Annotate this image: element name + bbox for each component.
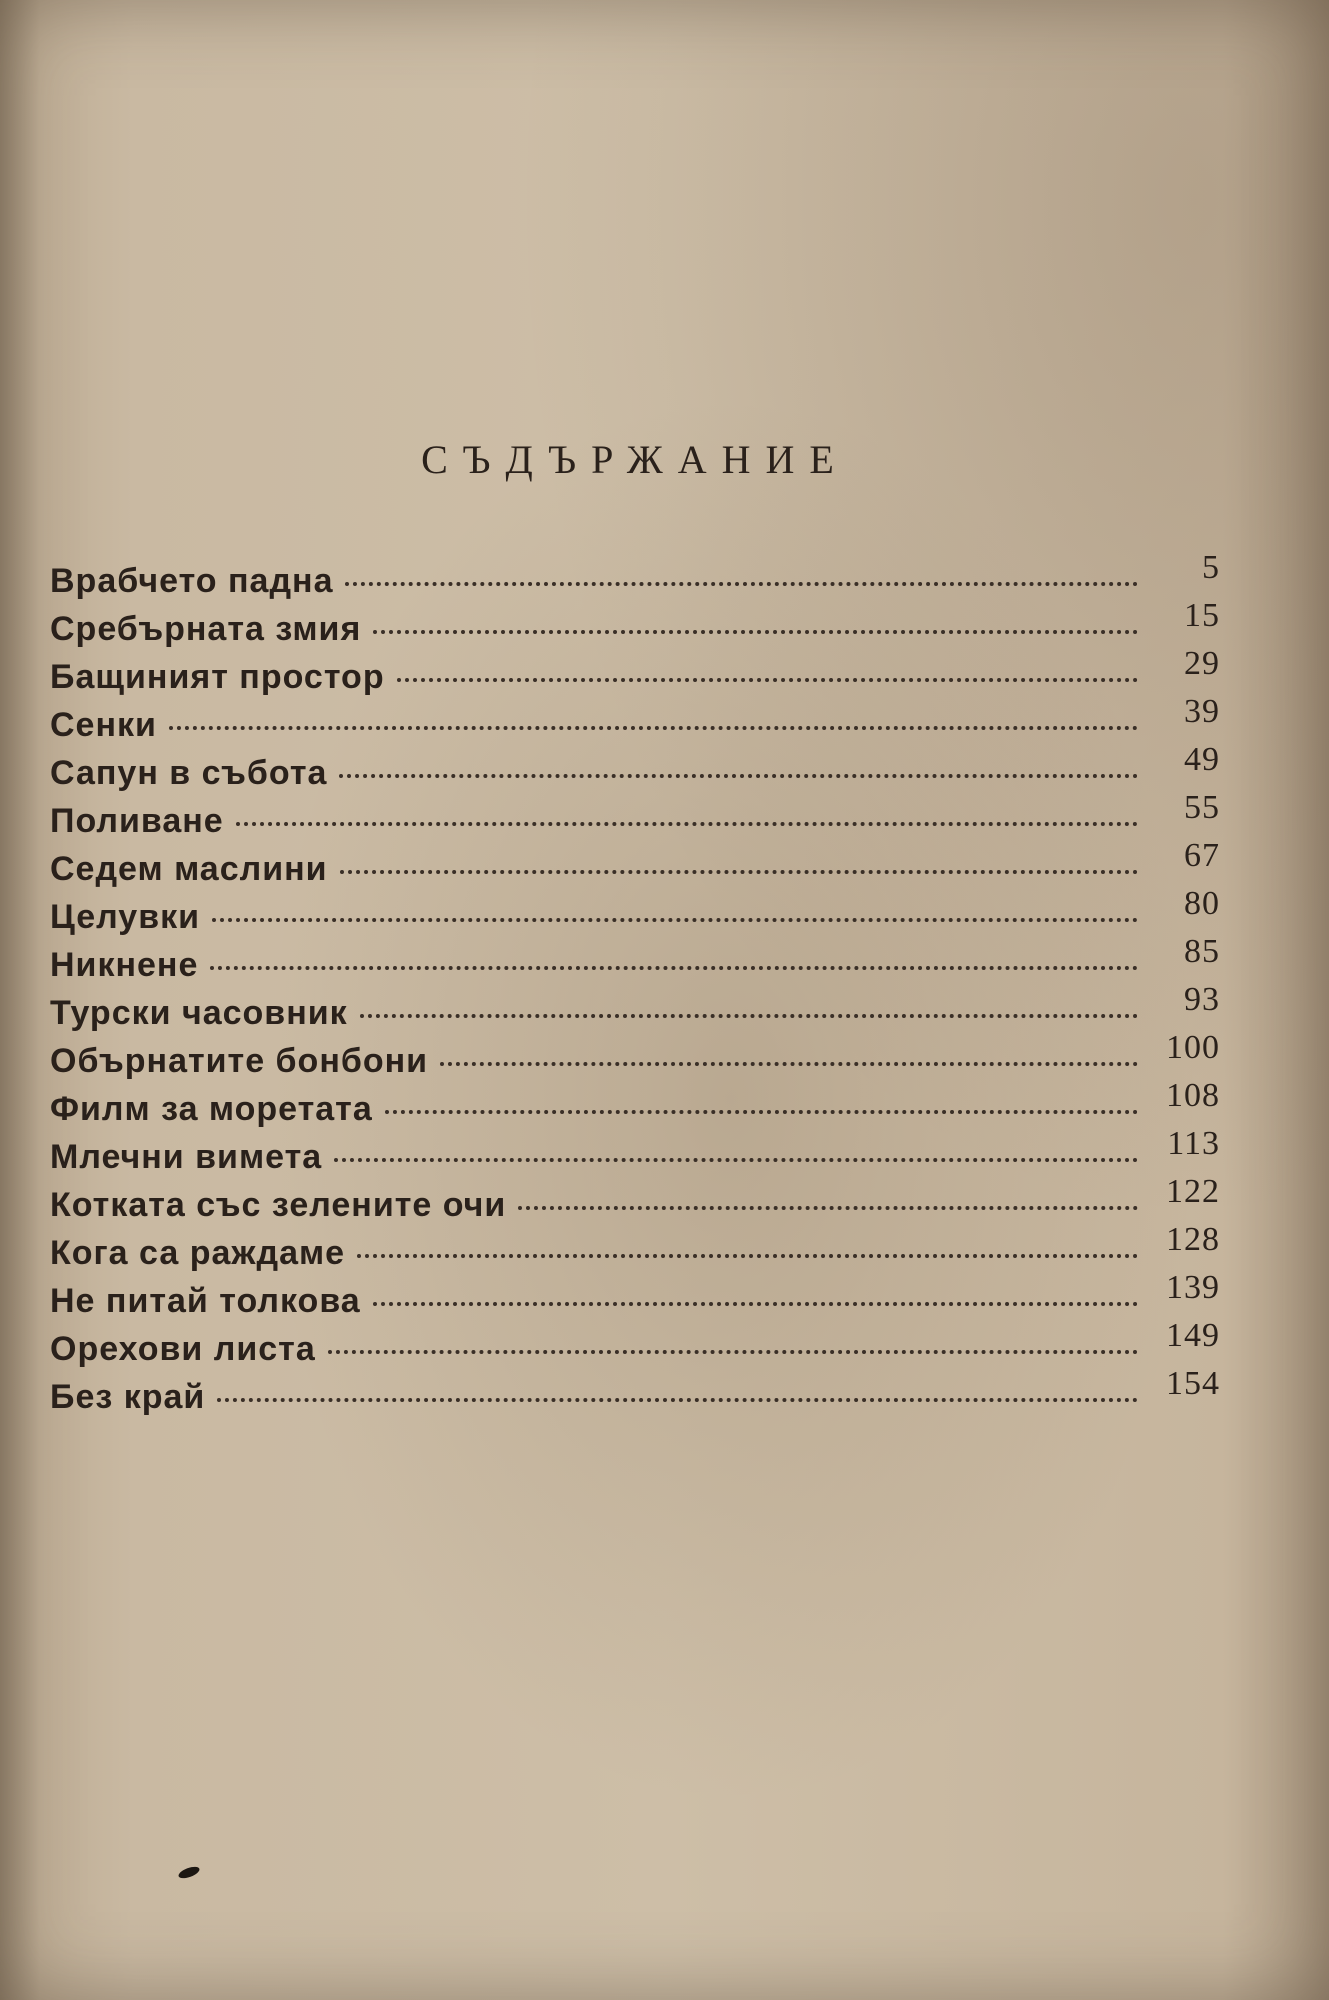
toc-entry-page: 49 xyxy=(1184,741,1220,778)
toc-entry-page: 128 xyxy=(1166,1221,1220,1258)
toc-entry-title: Седем маслини xyxy=(50,850,328,888)
dot-leader xyxy=(373,1302,1138,1306)
toc-entry-page: 149 xyxy=(1166,1317,1220,1354)
toc-entry-title: Целувки xyxy=(50,898,201,936)
table-of-contents xyxy=(50,549,1220,1426)
toc-entry-title: Кога са раждаме xyxy=(50,1234,346,1272)
dot-leader xyxy=(357,1254,1138,1258)
toc-entry-title: Турски часовник xyxy=(50,994,348,1032)
dot-leader xyxy=(360,1014,1138,1018)
dot-leader xyxy=(385,1110,1138,1114)
toc-entry xyxy=(50,741,1220,802)
toc-entry-title: Сенки xyxy=(50,706,157,744)
toc-entry-page: 85 xyxy=(1184,933,1220,970)
toc-entry-page: 93 xyxy=(1184,981,1220,1018)
toc-entry-page: 100 xyxy=(1166,1029,1220,1066)
toc-entry xyxy=(50,1077,1220,1138)
dot-leader xyxy=(328,1350,1138,1354)
dot-leader xyxy=(345,582,1138,586)
toc-entry xyxy=(50,693,1220,754)
toc-entry xyxy=(50,1269,1220,1330)
toc-entry xyxy=(50,549,1220,610)
toc-entry-page: 15 xyxy=(1184,597,1220,634)
toc-entry-page: 67 xyxy=(1184,837,1220,874)
toc-entry-title: Не питай толкова xyxy=(50,1282,361,1320)
dot-leader xyxy=(440,1062,1138,1066)
toc-entry-page: 122 xyxy=(1166,1173,1220,1210)
ink-blot xyxy=(177,1865,201,1881)
dot-leader xyxy=(212,918,1138,922)
toc-entry-title: Поливане xyxy=(50,802,224,840)
toc-entry-page: 80 xyxy=(1184,885,1220,922)
toc-entry-title: Без край xyxy=(50,1378,206,1416)
dot-leader xyxy=(334,1158,1138,1162)
toc-entry-page: 154 xyxy=(1166,1365,1220,1402)
toc-entry-title: Сапун в събота xyxy=(50,754,328,792)
toc-entry xyxy=(50,645,1220,706)
toc-entry-title: Никнене xyxy=(50,946,199,984)
toc-entry-title: Врабчето падна xyxy=(50,562,334,600)
toc-entry xyxy=(50,1029,1220,1090)
toc-entry-title: Котката със зелените очи xyxy=(50,1186,507,1224)
dot-leader xyxy=(518,1206,1138,1210)
toc-entry xyxy=(50,885,1220,946)
toc-entry-page: 29 xyxy=(1184,645,1220,682)
toc-entry-page: 55 xyxy=(1184,789,1220,826)
toc-entry-title: Орехови листа xyxy=(50,1330,316,1368)
toc-entry xyxy=(50,837,1220,898)
toc-entry-title: Млечни вимета xyxy=(50,1138,323,1176)
toc-entry xyxy=(50,1221,1220,1282)
toc-entry-page: 5 xyxy=(1202,549,1220,586)
toc-entry-title: Филм за моретата xyxy=(50,1090,373,1128)
dot-leader xyxy=(397,678,1138,682)
toc-entry-title: Обърнатите бонбони xyxy=(50,1042,429,1080)
toc-entry-page: 139 xyxy=(1166,1269,1220,1306)
dot-leader xyxy=(340,870,1138,874)
dot-leader xyxy=(373,630,1138,634)
toc-entry xyxy=(50,597,1220,658)
toc-entry-title: Сребърната змия xyxy=(50,610,362,648)
dot-leader xyxy=(210,966,1138,970)
toc-entry-page: 108 xyxy=(1166,1077,1220,1114)
toc-entry xyxy=(50,1125,1220,1186)
dot-leader xyxy=(169,726,1138,730)
dot-leader xyxy=(236,822,1138,826)
dot-leader xyxy=(217,1398,1138,1402)
toc-entry-page: 39 xyxy=(1184,693,1220,730)
page-title: СЪДЪРЖАНИЕ xyxy=(421,437,849,482)
toc-entry xyxy=(50,789,1220,850)
toc-entry xyxy=(50,1317,1220,1378)
toc-entry xyxy=(50,1173,1220,1234)
toc-entry-page: 113 xyxy=(1167,1125,1220,1162)
dot-leader xyxy=(339,774,1138,778)
toc-entry-title: Бащиният простор xyxy=(50,658,385,696)
toc-entry xyxy=(50,933,1220,994)
toc-entry xyxy=(50,1365,1220,1426)
toc-entry xyxy=(50,981,1220,1042)
